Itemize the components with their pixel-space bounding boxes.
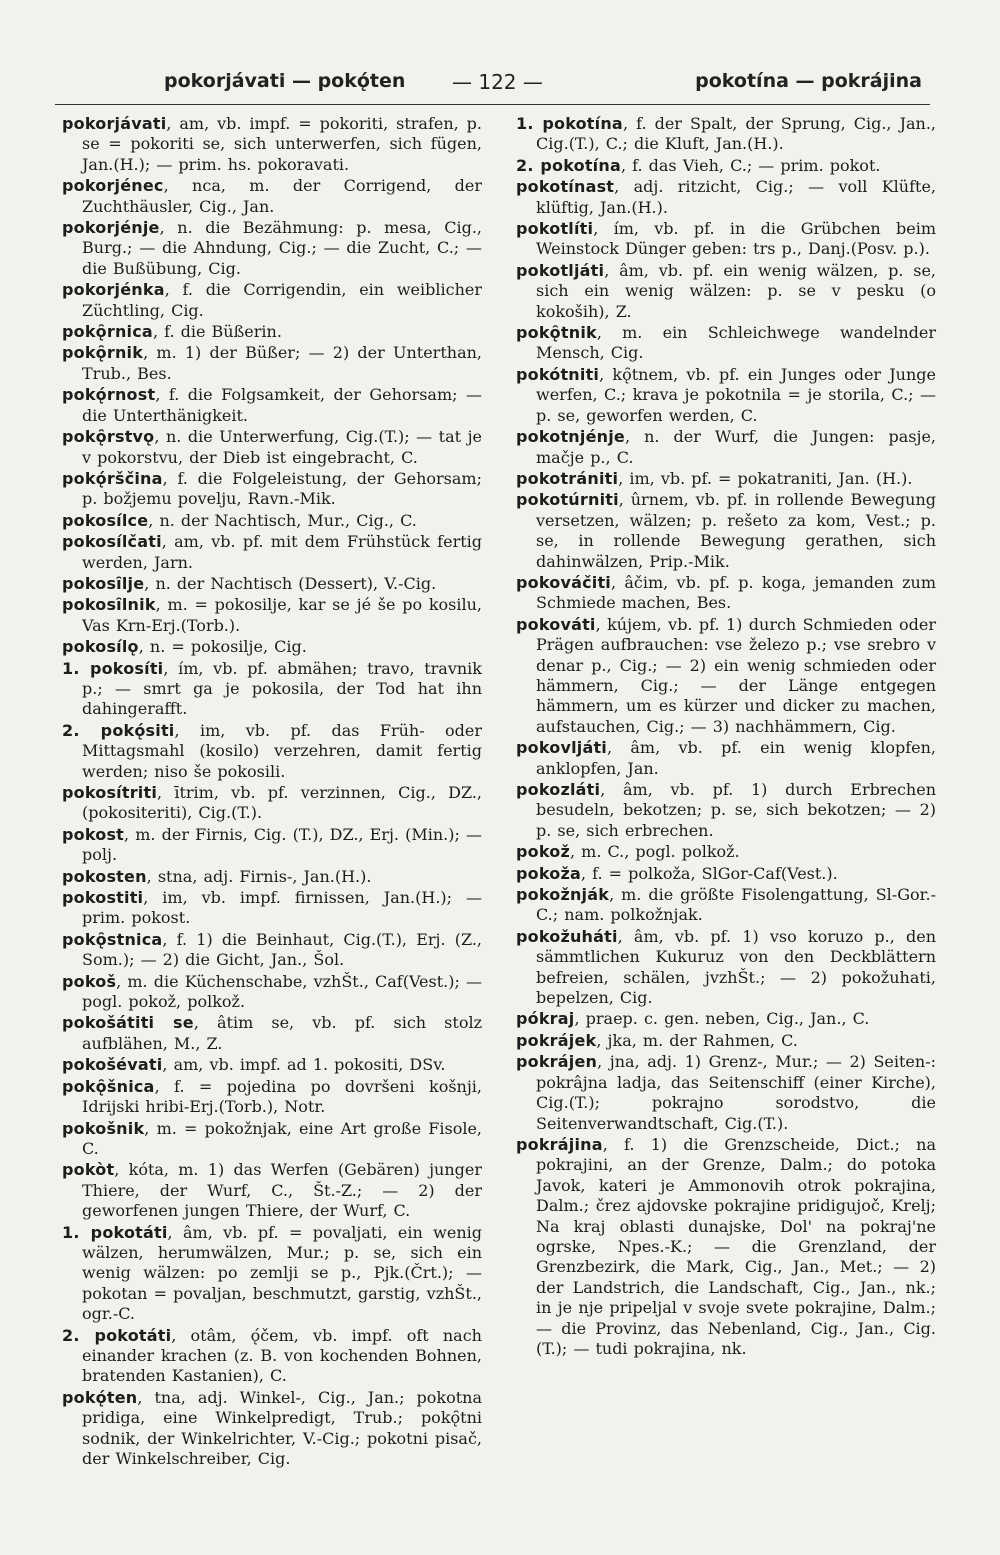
headword: pokrájen (516, 1052, 598, 1072)
entry: pokǫ̑rstvǫ, n. die Unterwerfung, Cig.(T.); — tat je v pokorstvu, der Dieb ist eingebracht, C. (62, 427, 482, 467)
entry: pokováti, kújem, vb. pf. 1) durch Schmieden oder Prägen aufbrauchen: vse železo p.; vse srebro v denar p., Cig.; — 2) ein wenig schmieden oder hämmern, Cig.; — der Länge entgegen hämmern, um es kürzer und dicker zu machen, aufstauchen, Cig.; — 3) nachhämmern, Cig. (516, 614, 936, 736)
entry: pokosȋlje, n. der Nachtisch (Dessert), V.-Cig. (62, 573, 437, 593)
headword: pokotlíti (516, 219, 594, 239)
headword: 1. pokosíti (62, 658, 164, 678)
headword: pokožnják (516, 885, 610, 905)
headword: pokosílce (62, 510, 149, 530)
entry: pokǫ̑rnica, f. die Büßerin. (62, 322, 282, 342)
headword: pokǫ̑rnica (62, 322, 153, 342)
entry: pókraj, praep. c. gen. neben, Cig., Jan., C. (516, 1009, 870, 1029)
headword: pokošnik (62, 1118, 145, 1138)
entry: pokrájen, jna, adj. 1) Grenz-, Mur.; — 2) Seiten-: pokrâjna ladja, das Seitenschiff (einer Kirche), Cig.(T.); pokrajno sorodstvo, die Seitenverwandtschaft, Cig.(T.). (516, 1052, 936, 1133)
headword: pokožuháti (516, 926, 618, 946)
headword: pokǫ́rščina (62, 468, 163, 488)
headword: 2. pokotína (516, 155, 621, 175)
headword: pokorjénka (62, 280, 165, 300)
headword: pokosȋlje (62, 573, 145, 593)
entry: pokotínast, adj. ritzicht, Cig.; — voll Klüfte, klüftig, Jan.(H.). (516, 177, 936, 217)
headword: pokostiti (62, 888, 144, 908)
headword: pokováti (516, 614, 596, 634)
entry: pokosílčati, am, vb. pf. mit dem Frühstück fertig werden, Jarn. (62, 532, 482, 572)
headword: pokótniti (516, 364, 600, 384)
headword: pokosílǫ (62, 637, 139, 657)
entry: pokoža, f. = polkoža, SlGor-Caf(Vest.). (516, 863, 838, 883)
headword: pokrájina (516, 1134, 603, 1154)
headword: pókraj (516, 1009, 575, 1029)
entry: pokǫ̑šnica, f. = pojedina po dovršeni košnji, Idrijski hribi-Erj.(Torb.), Notr. (62, 1076, 482, 1117)
entry: pokost, m. der Firnis, Cig. (T.), DZ., Erj. (Min.); — polj. (62, 824, 482, 865)
headword: pokǫ̑šnica (62, 1076, 155, 1096)
entry: pokorjávati, am, vb. impf. = pokoriti, strafen, p. se = pokoriti se, sich unterwerfen, sich fügen, Jan.(H.); — prim. hs. pokoravati. (62, 114, 482, 174)
headword: pokosten (62, 866, 147, 886)
entry: pokorjénje, n. die Bezähmung: p. mesa, Cig., Burg.; — die Ahndung, Cig.; — die Zucht, C.; — die Bußübung, Cig. (62, 218, 482, 278)
headword: pokorjénje (62, 218, 160, 238)
headword: 1. pokotína (516, 114, 623, 133)
headword: pokosítriti (62, 783, 158, 802)
entry: pokorjénka, f. die Corrigendin, ein weiblicher Züchtling, Cig. (62, 280, 482, 320)
headword: pokovljáti (516, 738, 607, 758)
entry: pokosítriti, ītrim, vb. pf. verzinnen, Cig., DZ., (pokositeriti), Cig.(T.). (62, 783, 482, 823)
headword: 1. pokotáti (62, 1222, 168, 1242)
header-right-guideword: pokotína — pokrájina (695, 70, 922, 92)
headword: pokotnjénje (516, 427, 625, 447)
entry: pokotúrniti, ûrnem, vb. pf. in rollende Bewegung versetzen, wälzen; p. rešeto za kom, Vest.; p. se, in rollende Bewegung gerathen, sich dahinwälzen, Prip.-Mik. (516, 490, 936, 571)
entry: pokòt, kóta, m. 1) das Werfen (Gebären) junger Thiere, der Wurf, C., Št.-Z.; — 2) der geworfenen jungen Thiere, der Wurf, C. (62, 1160, 482, 1221)
headword: pokǫ̑tnik (516, 323, 597, 343)
headword: pokotljáti (516, 260, 605, 280)
headword: pokozláti (516, 780, 601, 799)
headword: pokost (62, 824, 125, 844)
entry: pokováčiti, âčim, vb. pf. p. koga, jemanden zum Schmiede machen, Bes. (516, 572, 936, 613)
headword: pokorjénec (62, 176, 164, 196)
headword: pokotínast (516, 177, 615, 197)
page-header (70, 62, 930, 102)
entry: pokotnjénje, n. der Wurf, die Jungen: pasje, mačje p., C. (516, 427, 936, 467)
headword: pokošévati (62, 1055, 163, 1075)
headword: pokosȋlnik (62, 595, 156, 615)
entry: pokošnik, m. = pokožnjak, eine Art große Fisole, C. (62, 1118, 482, 1158)
headword: pokováčiti (516, 572, 611, 592)
headword: pokǫ́ten (62, 1387, 138, 1407)
entry: pokótniti, kǫ̑tnem, vb. pf. ein Junges oder Junge werfen, C.; krava je pokotnila = je storila, C.; — p. se, geworfen werden, C. (516, 364, 936, 425)
entry: pokotljáti, âm, vb. pf. ein wenig wälzen, p. se, sich ein wenig wälzen: p. se v pesku (o kokoših), Z. (516, 260, 936, 321)
entry: pokosílce, n. der Nachtisch, Mur., Cig., C. (62, 510, 417, 530)
entry: pokǫ́rščina, f. die Folgeleistung, der Gehorsam; p. božjemu povelju, Ravn.-Mik. (62, 468, 482, 509)
headword: pokǫ́rnost (62, 385, 156, 405)
header-rule (55, 104, 930, 105)
entry: pokorjénec, nca, m. der Corrigend, der Zuchthäusler, Cig., Jan. (62, 176, 482, 216)
entry: 2. pokotáti, otâm, ǫ́čem, vb. impf. oft nach einander krachen (z. B. von kochenden Bohnen, bratenden Kastanien), C. (62, 1325, 482, 1386)
entry: 2. pokotína, f. das Vieh, C.; — prim. pokot. (516, 155, 881, 175)
entry: pokož, m. C., pogl. polkož. (516, 842, 740, 862)
entry: pokǫ̑stnica, f. 1) die Beinhaut, Cig.(T.), Erj. (Z., Som.); — 2) die Gicht, Jan., Šol. (62, 929, 482, 970)
headword: pokorjávati (62, 114, 167, 133)
entry: 1. pokotáti, âm, vb. pf. = povaljati, ein wenig wälzen, herumwälzen, Mur.; p. se, sich ein wenig wälzen: po zemlji se p., Pjk.(Črt.); — pokotan = povaljan, beschmutzt, garstig, vzhŠt., ogr.-C. (62, 1222, 482, 1324)
headword: pokoš (62, 971, 117, 991)
entry: pokotrániti, im, vb. pf. = pokatraniti, Jan. (H.). (516, 468, 913, 488)
entry: pokoš, m. die Küchenschabe, vzhŠt., Caf(Vest.); — pogl. pokož, polkož. (62, 971, 482, 1012)
entry: 1. pokosíti, ím, vb. pf. abmähen; travo, travnik p.; — smrt ga je pokosila, der Tod hat ihn dahingerafft. (62, 658, 482, 719)
entry: pokrájek, jka, m. der Rahmen, C. (516, 1030, 798, 1050)
entry: pokotlíti, ím, vb. pf. in die Grübchen beim Weinstock Dünger geben: trs p., Danj.(Posv. p.). (516, 219, 936, 259)
entry: pokostiti, im, vb. impf. firnissen, Jan.(H.); — prim. pokost. (62, 888, 482, 928)
headword: 2. pokotáti (62, 1325, 172, 1345)
entry: pokožnják, m. die größte Fisolengattung, Sl-Gor.-C.; nam. polkožnjak. (516, 885, 936, 925)
entry: pokožuháti, âm, vb. pf. 1) vso koruzo p., den sämmtlichen Kukuruz von den Deckblättern befreien, schälen, jvzhŠt.; — 2) pokožuhati, bepelzen, Cig. (516, 926, 936, 1008)
left-column (62, 114, 482, 1470)
headword: pokǫ̑rstvǫ (62, 427, 155, 447)
headword: pokošátiti se (62, 1013, 194, 1033)
right-column (516, 114, 936, 1360)
entry: pokošévati, am, vb. impf. ad 1. pokositi, DSv. (62, 1055, 446, 1075)
entry: pokǫ̑rnik, m. 1) der Büßer; — 2) der Unterthan, Trub., Bes. (62, 343, 482, 383)
entry: pokǫ́ten, tna, adj. Winkel-, Cig., Jan.; pokotna pridiga, eine Winkelpredigt, Trub.; pokǫ̑tni sodnik, der Winkelrichter, V.-Cig.; pokotni pisač, der Winkelschreiber, Cig. (62, 1387, 482, 1468)
headword: pokotúrniti (516, 490, 619, 510)
entry: pokǫ̑tnik, m. ein Schleichwege wandelnder Mensch, Cig. (516, 323, 936, 363)
headword: pokǫ̑stnica (62, 929, 163, 949)
header-left-guideword: pokorjávati — pokǫ́ten (164, 70, 406, 92)
headword: pokòt (62, 1160, 115, 1180)
headword: pokosílčati (62, 532, 162, 552)
headword: 2. pokǫ́siti (62, 720, 175, 740)
entry: pokovljáti, âm, vb. pf. ein wenig klopfen, anklopfen, Jan. (516, 738, 936, 778)
headword: pokoža (516, 863, 581, 883)
entry: pokozláti, âm, vb. pf. 1) durch Erbrechen besudeln, bekotzen; p. se, sich bekotzen; — 2) p. se, sich erbrechen. (516, 780, 936, 840)
headword: pokǫ̑rnik (62, 343, 144, 363)
headword: pokrájek (516, 1030, 597, 1050)
entry: pokosílǫ, n. = pokosilje, Cig. (62, 637, 307, 657)
entry: pokosȋlnik, m. = pokosilje, kar se jé še po kosilu, Vas Krn-Erj.(Torb.). (62, 595, 482, 635)
entry: pokrájina, f. 1) die Grenzscheide, Dict.; na pokrajini, an der Grenze, Dalm.; do potoka Javok, kateri je Ammonovih otrok pokrajina, Dalm.; črez ajdovske pokrajine pridigujoč, Krelj; Na kraj oblasti dunajske, Dol' na pokraj'ne ogrske, Npes.-K.; — die Grenzland, der Grenzbezirk, die Mark, Cig., Jan., Met.; — 2) der Landstrich, die Landschaft, Cig., Jan., nk.; in je nje pripeljal v svoje svete pokrajine, Dalm.; — die Provinz, das Nebenland, Cig., Jan., Cig.(T.); — tudi pokrajina, nk. (516, 1134, 936, 1358)
entry: pokǫ́rnost, f. die Folgsamkeit, der Gehorsam; — die Unterthänigkeit. (62, 385, 482, 425)
entry: 1. pokotína, f. der Spalt, der Sprung, Cig., Jan., Cig.(T.), C.; die Kluft, Jan.(H.). (516, 114, 936, 154)
entry: pokošátiti se, âtim se, vb. pf. sich stolz aufblähen, M., Z. (62, 1013, 483, 1053)
headword: pokotrániti (516, 468, 619, 488)
entry: 2. pokǫ́siti, im, vb. pf. das Früh- oder Mittagsmahl (kosilo) verzehren, damit fertig werden; niso še pokosili. (62, 720, 483, 781)
entry: pokosten, stna, adj. Firnis-, Jan.(H.). (62, 866, 372, 886)
page-number: — 122 — (452, 70, 543, 94)
headword: pokož (516, 842, 570, 862)
